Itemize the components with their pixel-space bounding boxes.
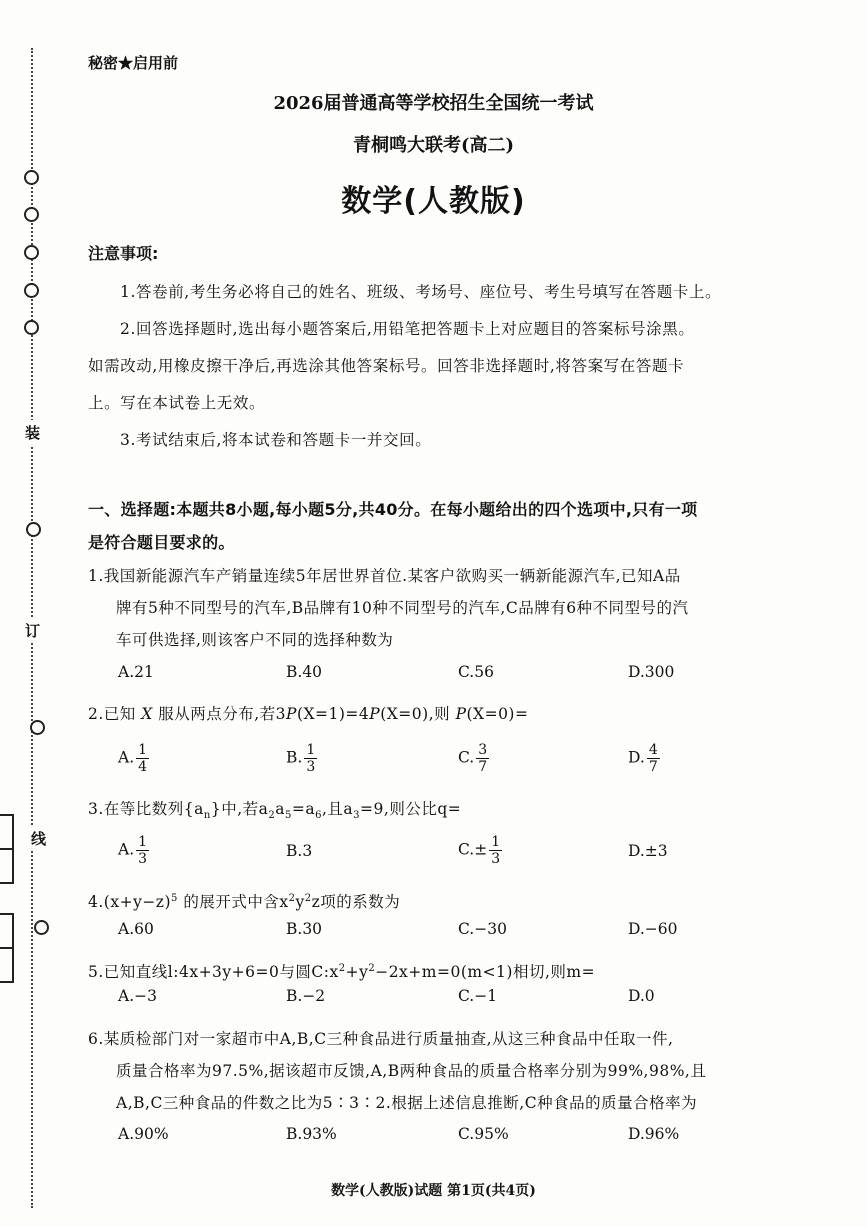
option-b: B.93% <box>286 1125 337 1143</box>
question-4-options <box>118 920 818 952</box>
binding-hole <box>24 245 39 260</box>
option-c: C.−30 <box>458 920 507 938</box>
option-b: B.3 <box>286 842 313 860</box>
option-b: B. $\frac{1}{3}$ <box>286 742 316 775</box>
page-footer: 数学(人教版)试题 第1页(共4页) <box>331 1183 536 1199</box>
answer-box-edge <box>0 913 14 983</box>
notice-heading: 注意事项: <box>88 244 159 263</box>
question-6-options <box>118 1125 818 1157</box>
exam-subtitle: 青桐鸣大联考(高二) <box>352 135 515 156</box>
binding-hole <box>24 283 39 298</box>
fraction: $\frac{1}{3}$ <box>306 742 316 775</box>
option-d: D.300 <box>628 663 675 681</box>
secret-label: 秘密★启用前 <box>88 54 179 72</box>
notice-item-1: 1.答卷前,考生务必将自己的姓名、班级、考场号、座位号、考生号填写在答题卡上。 <box>120 283 722 301</box>
option-c: C.−1 <box>458 987 498 1005</box>
option-a: A.90% <box>118 1125 169 1143</box>
option-d: D.96% <box>628 1125 680 1143</box>
option-d: D. $\frac{4}{7}$ <box>628 742 658 775</box>
option-a: A. $\frac{1}{3}$ <box>118 834 148 867</box>
option-c: C.± $\frac{1}{3}$ <box>458 834 501 867</box>
fraction: $\frac{1}{4}$ <box>138 742 148 775</box>
option-d: D.−60 <box>628 920 678 938</box>
binding-hole <box>30 720 45 735</box>
fraction: $\frac{1}{3}$ <box>491 834 501 867</box>
option-b: B.−2 <box>286 987 326 1005</box>
question-1-options <box>118 663 818 695</box>
question-2-options <box>118 742 818 782</box>
option-a: A.21 <box>118 663 154 681</box>
binding-hole <box>26 522 41 537</box>
margin-char-zhuang: 装 <box>25 420 40 445</box>
option-b: B.40 <box>286 663 323 681</box>
margin-char-ding: 订 <box>25 618 40 643</box>
binding-hole <box>34 920 49 935</box>
option-a: A. $\frac{1}{4}$ <box>118 742 148 775</box>
fraction: $\frac{3}{7}$ <box>478 742 488 775</box>
answer-box-edge <box>0 814 14 884</box>
option-c: C. $\frac{3}{7}$ <box>458 742 488 775</box>
question-5-stem: 5.已知直线l:4x+3y+6=0与圆$C:x^2+y^2-2x+m=0(m<1)$相切,则m= <box>88 963 596 982</box>
subject-title: 数学(人教版) <box>341 184 526 219</box>
question-4-stem: $4.(x+y-z)^5$ 的展开式中含$x^2y^2z$项的系数为 <box>88 893 401 912</box>
question-2-stem: 2.已知 X 服从两点分布,若3P(X=1)=4P(X=0),则 P(X=0)= <box>88 705 529 723</box>
question-5-options <box>118 987 818 1019</box>
binding-hole <box>24 320 39 335</box>
option-d: D.0 <box>628 987 655 1005</box>
question-3-options <box>118 834 818 874</box>
question-6-stem: 6.某质检部门对一家超市中A,B,C三种食品进行质量抽查,从这三种食品中任取一件, 质量合格率为97.5%,据该超市反馈,A,B两种食品的质量合格率分别为99%,98%,且 A,B,C三种食品的件数之比为5∶3∶2.根据上述信息推断,C种食品的质量合格率为 <box>88 1030 707 1112</box>
exam-title: 2026届普通高等学校招生全国统一考试 <box>273 93 594 114</box>
option-d: D.±3 <box>628 842 668 860</box>
fraction: $\frac{1}{3}$ <box>138 834 148 867</box>
fraction: $\frac{4}{7}$ <box>648 742 658 775</box>
notice-item-3: 3.考试结束后,将本试卷和答题卡一并交回。 <box>120 431 432 449</box>
option-c: C.56 <box>458 663 494 681</box>
question-1-stem: 1.我国新能源汽车产销量连续5年居世界首位.某客户欲购买一辆新能源汽车,已知A品 牌有5种不同型号的汽车,B品牌有10种不同型号的汽车,C品牌有6种不同型号的汽 车可供选择,则该客户不同的选择种数为 <box>88 567 689 649</box>
option-a: A.−3 <box>118 987 157 1005</box>
margin-char-xian: 线 <box>31 826 46 851</box>
option-c: C.95% <box>458 1125 509 1143</box>
section-heading: 一、选择题:本题共8小题,每小题5分,共40分。在每小题给出的四个选项中,只有一项 是符合题目要求的。 <box>88 500 698 552</box>
option-a: A.60 <box>118 920 154 938</box>
question-3-stem: 3.在等比数列$\{a_n\}$中,若$a_2a_5=a_6$,且$a_3=9$,则公比q= <box>88 800 462 822</box>
option-b: B.30 <box>286 920 323 938</box>
notice-item-2: 2.回答选择题时,选出每小题答案后,用铅笔把答题卡上对应题目的答案标号涂黑。 如需改动,用橡皮擦干净后,再选涂其他答案标号。回答非选择题时,将答案写在答题卡 上。写在本试卷上无效。 <box>88 320 695 412</box>
